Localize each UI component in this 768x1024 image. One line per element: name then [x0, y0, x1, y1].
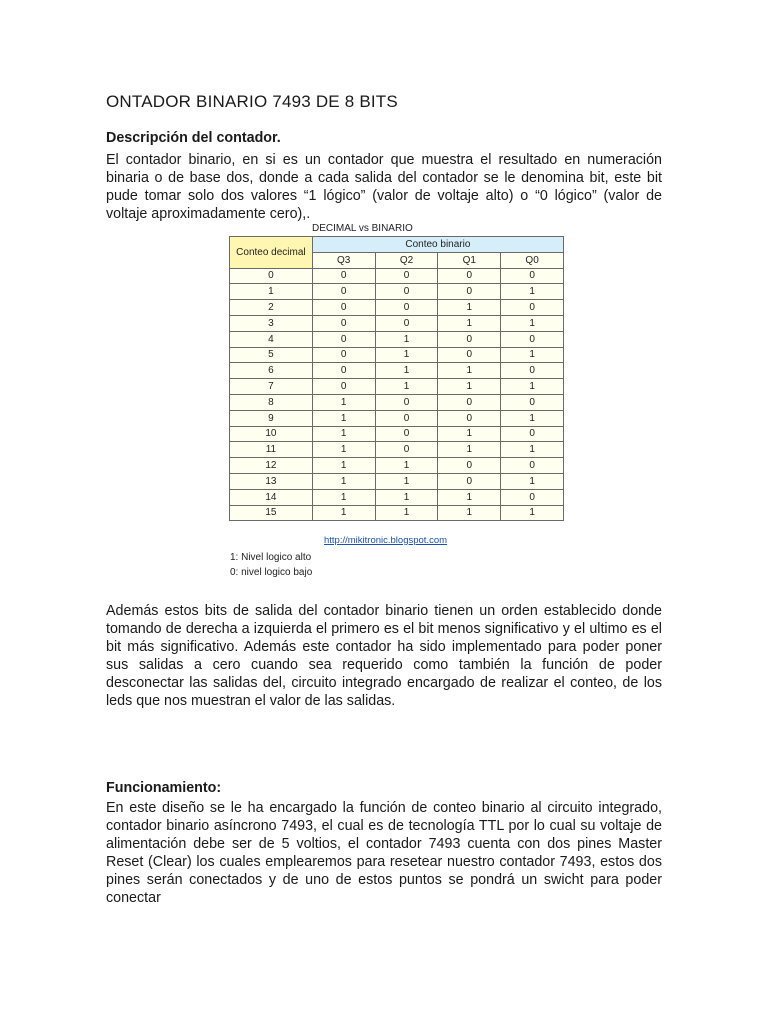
cell-bit: 1	[375, 347, 438, 363]
cell-bit: 0	[501, 426, 564, 442]
cell-bit: 1	[501, 284, 564, 300]
section-heading-descripcion: Descripción del contador.	[106, 130, 281, 146]
cell-bit: 1	[312, 442, 375, 458]
cell-decimal: 2	[230, 300, 313, 316]
cell-bit: 0	[438, 473, 501, 489]
cell-bit: 0	[501, 394, 564, 410]
cell-decimal: 0	[230, 268, 313, 284]
table-row	[230, 300, 564, 316]
cell-bit: 1	[375, 489, 438, 505]
cell-bit: 1	[438, 505, 501, 521]
cell-bit: 0	[312, 300, 375, 316]
cell-bit: 0	[501, 363, 564, 379]
cell-bit: 0	[312, 268, 375, 284]
table-row	[230, 505, 564, 521]
cell-bit: 1	[501, 347, 564, 363]
cell-bit: 1	[438, 363, 501, 379]
cell-bit: 1	[312, 410, 375, 426]
cell-bit: 1	[375, 458, 438, 474]
cell-bit: 1	[438, 300, 501, 316]
cell-decimal: 7	[230, 379, 313, 395]
cell-decimal: 4	[230, 331, 313, 347]
table-row	[230, 331, 564, 347]
cell-decimal: 11	[230, 442, 313, 458]
cell-bit: 1	[501, 505, 564, 521]
cell-decimal: 3	[230, 315, 313, 331]
cell-bit: 0	[312, 347, 375, 363]
cell-decimal: 5	[230, 347, 313, 363]
cell-bit: 1	[312, 505, 375, 521]
cell-bit: 1	[312, 489, 375, 505]
cell-decimal: 6	[230, 363, 313, 379]
cell-decimal: 14	[230, 489, 313, 505]
table-row	[230, 315, 564, 331]
table-row	[230, 363, 564, 379]
cell-decimal: 1	[230, 284, 313, 300]
cell-bit: 0	[312, 315, 375, 331]
cell-bit: 0	[501, 268, 564, 284]
cell-bit: 0	[375, 442, 438, 458]
cell-decimal: 12	[230, 458, 313, 474]
cell-bit: 0	[438, 394, 501, 410]
cell-bit: 1	[438, 489, 501, 505]
cell-bit: 1	[438, 426, 501, 442]
section-heading-funcionamiento: Funcionamiento:	[106, 780, 222, 796]
cell-decimal: 15	[230, 505, 313, 521]
cell-bit: 0	[375, 410, 438, 426]
header-bit-q3: Q3	[312, 252, 375, 268]
table-row	[230, 489, 564, 505]
cell-bit: 0	[501, 489, 564, 505]
cell-bit: 1	[438, 442, 501, 458]
cell-decimal: 10	[230, 426, 313, 442]
cell-bit: 1	[501, 410, 564, 426]
decimal-binary-table	[229, 236, 564, 521]
table-row	[230, 347, 564, 363]
cell-bit: 0	[438, 410, 501, 426]
cell-bit: 1	[312, 426, 375, 442]
cell-decimal: 13	[230, 473, 313, 489]
cell-bit: 0	[312, 363, 375, 379]
cell-bit: 0	[438, 284, 501, 300]
header-bit-q0: Q0	[501, 252, 564, 268]
cell-bit: 0	[501, 300, 564, 316]
paragraph-orden-bits: Además estos bits de salida del contador binario tienen un orden establecido donde tomando de derecha a izquierda el primero es el bit menos significativo y el ultimo es el bit más significativo. Además este contador ha sido implementado para poder poner sus salidas a cero cuando sea requerido como también la función de poder desconectar las salidas del, circuito integrado encargado de realizar el conteo, de los leds que nos muestran el valor de las salidas.	[106, 603, 662, 709]
cell-bit: 0	[438, 268, 501, 284]
cell-bit: 1	[312, 394, 375, 410]
cell-bit: 0	[438, 347, 501, 363]
paragraph-descripcion: El contador binario, en si es un contador que muestra el resultado en numeración binaria o de base dos, donde a cada salida del contador se le denomina bit, este bit pude tomar solo dos valores “1 lógico” (valor de voltaje alto) o “0 lógico” (valor de voltaje aproximadamente cero),.	[106, 152, 662, 222]
cell-bit: 0	[438, 331, 501, 347]
cell-bit: 0	[312, 284, 375, 300]
table-row	[230, 284, 564, 300]
cell-bit: 0	[375, 426, 438, 442]
cell-bit: 0	[375, 268, 438, 284]
paragraph-funcionamiento: En este diseño se le ha encargado la función de conteo binario al circuito integrado, contador binario asíncrono 7493, el cual es de tecnología TTL por lo cual su voltaje de alimentación debe ser de 5 voltios, el contador 7493 cuenta con dos pines Master Reset (Clear) los cuales emplearemos para resetear nuestro contador 7493, estos dos pines serán conectados y de uno de estos puntos se pondrá un swicht para poder conectar	[106, 800, 662, 906]
cell-bit: 1	[501, 473, 564, 489]
header-bit-q1: Q1	[438, 252, 501, 268]
cell-bit: 1	[501, 379, 564, 395]
table-row	[230, 458, 564, 474]
cell-bit: 1	[501, 442, 564, 458]
header-bit-q2: Q2	[375, 252, 438, 268]
cell-bit: 1	[375, 379, 438, 395]
cell-bit: 0	[312, 379, 375, 395]
header-conteo-decimal: Conteo decimal	[230, 237, 313, 269]
cell-bit: 1	[312, 473, 375, 489]
table-row	[230, 473, 564, 489]
cell-bit: 0	[312, 331, 375, 347]
table-row	[230, 394, 564, 410]
cell-bit: 1	[438, 315, 501, 331]
legend-high: 1: Nivel logico alto	[230, 552, 312, 563]
cell-bit: 0	[501, 458, 564, 474]
cell-bit: 0	[375, 394, 438, 410]
header-conteo-binario: Conteo binario	[312, 237, 563, 253]
figure-title: DECIMAL vs BINARIO	[312, 223, 413, 234]
cell-bit: 0	[501, 331, 564, 347]
cell-bit: 1	[375, 331, 438, 347]
cell-bit: 0	[375, 300, 438, 316]
document-title: ONTADOR BINARIO 7493 DE 8 BITS	[106, 92, 398, 111]
cell-bit: 1	[375, 505, 438, 521]
cell-bit: 1	[438, 379, 501, 395]
cell-bit: 0	[438, 458, 501, 474]
table-row	[230, 379, 564, 395]
table-row	[230, 442, 564, 458]
cell-bit: 0	[375, 284, 438, 300]
cell-bit: 1	[375, 473, 438, 489]
table-header-row	[230, 237, 564, 253]
cell-bit: 0	[375, 315, 438, 331]
cell-bit: 1	[501, 315, 564, 331]
binary-table-figure	[226, 222, 564, 580]
table-row	[230, 410, 564, 426]
cell-decimal: 9	[230, 410, 313, 426]
cell-bit: 1	[375, 363, 438, 379]
table-row	[230, 426, 564, 442]
legend-low: 0: nivel logico bajo	[230, 567, 313, 578]
source-link[interactable]: http://mikitronic.blogspot.com	[324, 535, 448, 546]
cell-decimal: 8	[230, 394, 313, 410]
cell-bit: 1	[312, 458, 375, 474]
table-row	[230, 268, 564, 284]
